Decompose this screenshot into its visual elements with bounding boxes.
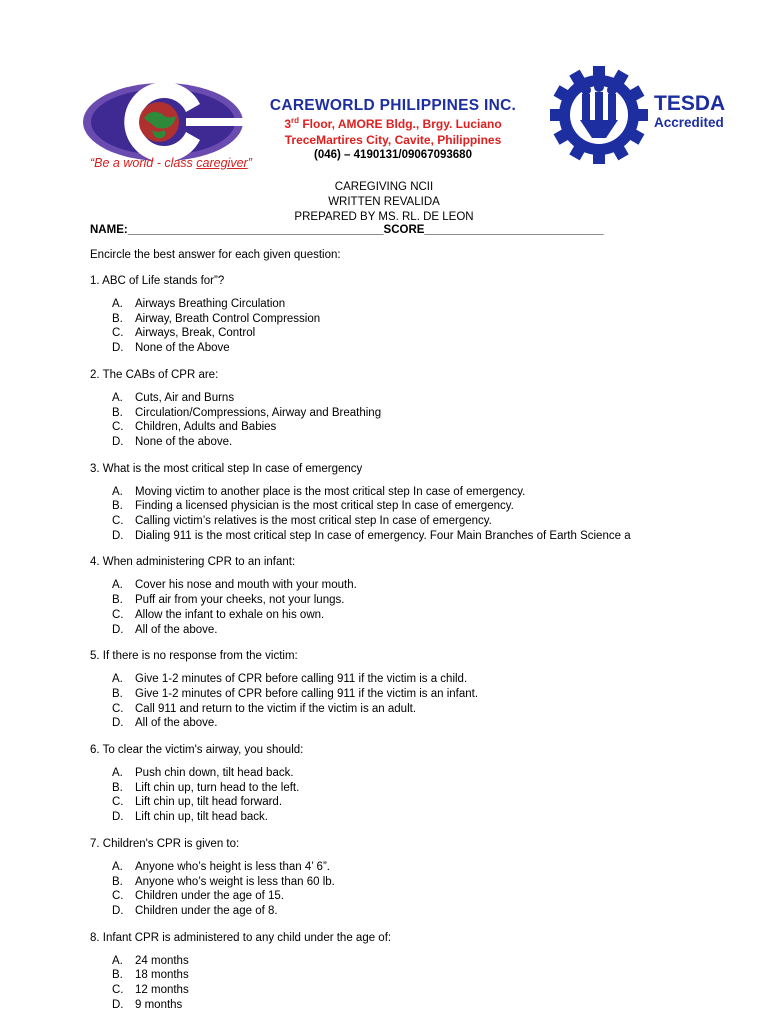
- answer-option[interactable]: [112, 608, 710, 623]
- option-letter: C.: [112, 702, 124, 715]
- questions-container: [90, 274, 710, 1013]
- question-text: 4. When administering CPR to an infant:: [90, 556, 296, 569]
- option-text: Push chin down, tilt head back.: [135, 767, 294, 780]
- option-text: Lift chin up, tilt head forward.: [135, 796, 283, 809]
- option-text: Lift chin up, tilt head back.: [135, 811, 268, 824]
- option-letter: D.: [112, 529, 124, 542]
- answer-option[interactable]: [112, 297, 710, 312]
- option-letter: C.: [112, 890, 124, 903]
- option-letter: C.: [112, 984, 124, 997]
- option-letter: B.: [112, 406, 123, 419]
- answer-option[interactable]: [112, 983, 710, 998]
- answer-option[interactable]: [112, 341, 710, 356]
- answer-options: [90, 297, 710, 356]
- answer-option[interactable]: [112, 514, 710, 529]
- option-letter: D.: [112, 623, 124, 636]
- answer-options: [90, 578, 710, 637]
- option-text: Calling victim’s relatives is the most critical step In case of emergency.: [135, 515, 492, 528]
- question-text: 6. To clear the victim's airway, you should:: [90, 744, 304, 757]
- answer-option[interactable]: [112, 860, 710, 875]
- option-text: Give 1-2 minutes of CPR before calling 911 if the victim is a child.: [135, 673, 468, 686]
- option-letter: B.: [112, 687, 123, 700]
- answer-option[interactable]: [112, 781, 710, 796]
- option-letter: D.: [112, 904, 124, 917]
- answer-option[interactable]: [112, 406, 710, 421]
- tesda-name: TESDA: [654, 92, 726, 115]
- answer-options: [90, 860, 710, 919]
- question-text: 1. ABC of Life stands for”?: [90, 275, 225, 287]
- answer-options: [90, 766, 710, 825]
- option-letter: B.: [112, 500, 123, 513]
- question-list: [90, 246, 710, 1025]
- answer-option[interactable]: [112, 702, 710, 717]
- option-text: 9 months: [135, 998, 183, 1011]
- answer-option[interactable]: [112, 623, 710, 638]
- option-text: Dialing 911 is the most critical step In case of emergency. Four Main Branches of Earth Science a: [135, 529, 631, 542]
- option-text: Children, Adults and Babies: [135, 421, 277, 434]
- answer-option[interactable]: [112, 766, 710, 781]
- tesda-status: Accredited: [654, 115, 724, 130]
- option-text: All of the above.: [135, 623, 218, 636]
- answer-option[interactable]: [112, 312, 710, 327]
- option-text: None of the Above: [135, 342, 230, 355]
- question-text: 2. The CABs of CPR are:: [90, 368, 219, 381]
- option-letter: A.: [112, 954, 123, 967]
- option-letter: A.: [112, 298, 123, 310]
- answer-option[interactable]: [112, 998, 710, 1013]
- option-text: 12 months: [135, 984, 189, 997]
- answer-option[interactable]: [112, 795, 710, 810]
- option-text: 24 months: [135, 954, 189, 967]
- answer-option[interactable]: [112, 435, 710, 450]
- option-letter: C.: [112, 796, 124, 809]
- option-text: Puff air from your cheeks, not your lungs.: [135, 594, 345, 607]
- answer-option[interactable]: [112, 889, 710, 904]
- option-text: Give 1-2 minutes of CPR before calling 911 if the victim is an infant.: [135, 687, 479, 700]
- option-text: Moving victim to another place is the most critical step In case of emergency.: [135, 485, 526, 498]
- option-letter: A.: [112, 673, 123, 686]
- option-letter: D.: [112, 998, 124, 1011]
- answer-option[interactable]: [112, 810, 710, 825]
- option-text: Cover his nose and mouth with your mouth.: [135, 579, 357, 592]
- answer-option[interactable]: [112, 687, 710, 702]
- answer-option[interactable]: [112, 326, 710, 341]
- option-text: Circulation/Compressions, Airway and Breathing: [135, 406, 382, 419]
- option-letter: B.: [112, 594, 123, 607]
- option-text: Airway, Breath Control Compression: [135, 312, 321, 325]
- answer-options: [90, 954, 710, 1013]
- question-text: 3. What is the most critical step In case of emergency: [90, 462, 363, 475]
- exam-subject: CAREGIVING NCII: [334, 181, 434, 193]
- option-text: Airways, Break, Control: [135, 327, 256, 340]
- option-text: Airways Breathing Circulation: [135, 298, 286, 310]
- option-text: 18 months: [135, 969, 189, 982]
- option-text: Finding a licensed physician is the most critical step In case of emergency.: [135, 500, 514, 513]
- answer-option[interactable]: [112, 875, 710, 890]
- answer-options: [90, 485, 710, 544]
- option-text: Lift chin up, turn head to the left.: [135, 781, 300, 794]
- option-text: Allow the infant to exhale on his own.: [135, 608, 325, 621]
- slogan: “Be a world - class caregiver”: [90, 156, 252, 170]
- option-text: Children under the age of 15.: [135, 890, 284, 903]
- exam-type: WRITTEN REVALIDA: [328, 196, 440, 208]
- option-letter: A.: [112, 391, 123, 404]
- option-letter: C.: [112, 421, 124, 434]
- answer-option[interactable]: [112, 529, 710, 544]
- answer-option[interactable]: [112, 954, 710, 969]
- name-score-line: NAME:________________________________________SCORE____________________________: [90, 224, 604, 236]
- option-text: All of the above.: [135, 717, 218, 730]
- answer-option[interactable]: [112, 968, 710, 983]
- answer-option[interactable]: [112, 485, 710, 500]
- careworld-logo: [82, 82, 244, 162]
- instructions: Encircle the best answer for each given question:: [90, 249, 341, 261]
- option-letter: D.: [112, 342, 124, 355]
- company-address-line2: TreceMartires City, Cavite, Philippines: [284, 133, 502, 147]
- answer-options: [90, 672, 710, 731]
- option-letter: D.: [112, 811, 124, 824]
- option-letter: A.: [112, 579, 123, 592]
- company-phone: (046) – 4190131/09067093680: [314, 149, 472, 161]
- option-letter: A.: [112, 767, 123, 780]
- answer-option[interactable]: [112, 420, 710, 435]
- option-text: None of the above.: [135, 435, 233, 448]
- exam-author: PREPARED BY MS. RL. DE LEON: [294, 211, 474, 223]
- answer-options: [90, 391, 710, 450]
- option-letter: B.: [112, 969, 123, 982]
- option-text: Anyone who’s height is less than 4’ 6”.: [135, 860, 330, 873]
- answer-option[interactable]: [112, 593, 710, 608]
- option-letter: C.: [112, 608, 124, 621]
- answer-option[interactable]: [112, 716, 710, 731]
- question-text: 7. Children's CPR is given to:: [90, 837, 240, 850]
- option-text: Call 911 and return to the victim if the victim is an adult.: [135, 702, 417, 715]
- company-address-line1: 3rd Floor, AMORE Bldg., Brgy. Luciano: [284, 116, 502, 131]
- option-letter: B.: [112, 312, 123, 325]
- option-letter: A.: [112, 860, 123, 873]
- question-text: 5. If there is no response from the victim:: [90, 650, 298, 663]
- option-letter: B.: [112, 875, 123, 888]
- question-text: 8. Infant CPR is administered to any child under the age of:: [90, 931, 392, 944]
- option-letter: C.: [112, 515, 124, 528]
- option-letter: B.: [112, 781, 123, 794]
- option-text: Anyone who’s weight is less than 60 lb.: [135, 875, 335, 888]
- answer-option[interactable]: [112, 672, 710, 687]
- tesda-accreditation: [654, 93, 725, 131]
- option-letter: D.: [112, 435, 124, 448]
- option-letter: D.: [112, 717, 124, 730]
- option-text: Children under the age of 8.: [135, 904, 278, 917]
- company-name: CAREWORLD PHILIPPINES INC.: [269, 97, 517, 114]
- answer-option[interactable]: [112, 391, 710, 406]
- answer-option[interactable]: [112, 578, 710, 593]
- answer-option[interactable]: [112, 904, 710, 919]
- company-info: [248, 96, 538, 163]
- option-letter: A.: [112, 485, 123, 498]
- tesda-gear-icon: [548, 64, 650, 166]
- answer-option[interactable]: [112, 499, 710, 514]
- option-text: Cuts, Air and Burns: [135, 391, 235, 404]
- option-letter: C.: [112, 327, 124, 340]
